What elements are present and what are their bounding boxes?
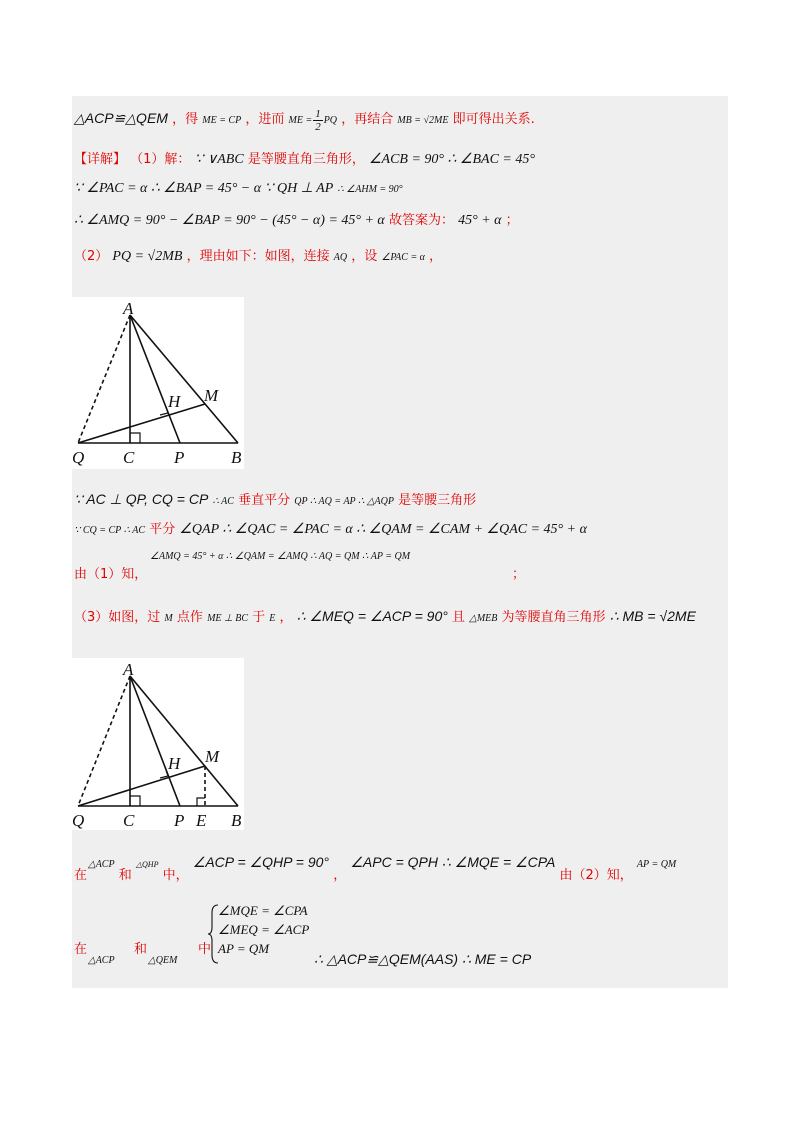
- eq-me-cp: ME = CP: [202, 115, 242, 126]
- label-e: E: [196, 811, 207, 830]
- line-ap: [130, 315, 180, 443]
- line-10: △ACP 和 △QHP 中， ∠ACP = ∠QHP = 90° ， ∠APC = QPH ∴ ∠MQE = ∠CPA 由（2）知， AP = QM: [88, 854, 677, 883]
- right-angle-h: [160, 407, 168, 415]
- fraction-one-half: $\frac{1}{2}$: [315, 108, 321, 134]
- line-6: ∵ AC ⊥ QP, CQ = CP ∴ AC 垂直平分 QP ∴ AQ = AP ∴ △AQP 是等腰三角形: [74, 491, 477, 508]
- right-angle-c: [130, 796, 140, 806]
- system-equations: ∠MQE = ∠CPA ∠MEQ = ∠ACP AP = QM: [218, 903, 310, 956]
- label-c: C: [123, 448, 135, 467]
- label-q: Q: [72, 811, 85, 830]
- line-ab: [130, 315, 238, 443]
- line-2: 【详解】 （1）解： ∵ ∨ABC 是等腰直角三角形， ∠ACB = 90° ∴ ∠BAC = 45°: [74, 152, 535, 167]
- line-1: △ACP≌△QEM ，得 ME = CP ，进而 ME = $\frac{1}{2}$ PQ ，再结合 MB = √2ME 即可得出关系.: [74, 108, 535, 134]
- label-m: M: [204, 386, 219, 405]
- line-10-prefix: 在: [74, 868, 88, 883]
- label-h: H: [168, 754, 181, 773]
- eq-me-half-pq: ME = $\frac{1}{2}$ PQ: [288, 108, 338, 134]
- label-b: B: [231, 448, 242, 467]
- label-h: H: [168, 392, 181, 411]
- answer-1: 45° + α: [458, 213, 502, 228]
- line-11-conclusion: ∴ △ACP≌△QEM(AAS) ∴ ME = CP: [314, 951, 532, 967]
- line-aq-dashed: [78, 315, 130, 443]
- right-angle-h: [160, 770, 168, 778]
- line-11-prefix: 在: [74, 942, 88, 957]
- figure-1: [72, 297, 244, 469]
- right-angle-c: [130, 433, 140, 443]
- line-11-acp: △ACP: [88, 955, 115, 966]
- label-a: A: [123, 660, 134, 679]
- label-c: C: [123, 811, 135, 830]
- detail-heading: 【详解】: [74, 152, 127, 167]
- line-9: （3）如图，过 M 点作 ME ⊥ BC 于 E ， ∴ ∠MEQ = ∠ACP = 90° 且 △MEB 为等腰直角三角形 ∴ MB = √2ME: [74, 608, 696, 625]
- triangle-diagram-2: [72, 658, 244, 830]
- line-5: （2） PQ = √2MB ，理由如下：如图，连接 AQ ，设 ∠PAC = α ，: [74, 249, 443, 264]
- eq-mb-root2-me: MB = √2ME: [397, 115, 449, 126]
- triangle-diagram-1: [72, 297, 244, 469]
- line-4: ∴ ∠AMQ = 90° − ∠BAP = 90° − (45° − α) = 45° + α 故答案为： 45° + α ；: [74, 213, 519, 228]
- line-8-formula: ∠AMQ = 45° + α ∴ ∠QAM = ∠AMQ ∴ AQ = QM ∴ AP = QM: [150, 551, 411, 562]
- line-qm: [78, 404, 205, 443]
- line-11-in: 中: [198, 942, 212, 957]
- line-11-and: 和: [134, 942, 148, 957]
- label-m: M: [205, 747, 220, 766]
- line-8-end: ；: [512, 567, 526, 582]
- line-8: 由（1）知，: [74, 567, 148, 582]
- figure-2: [72, 658, 244, 830]
- label-p: P: [174, 811, 185, 830]
- line-3: ∵ ∠PAC = α ∴ ∠BAP = 45° − α ∵ QH ⊥ AP ∴ ∠AHM = 90°: [74, 181, 403, 196]
- line-qm: [78, 766, 205, 806]
- line-aq-dashed: [78, 676, 130, 806]
- label-p: P: [174, 448, 185, 467]
- right-angle-e: [197, 798, 205, 806]
- congruence-acp-qem: △ACP≌△QEM: [74, 110, 168, 126]
- label-b: B: [231, 811, 242, 830]
- line-11-qem: △QEM: [148, 955, 178, 966]
- label-q: Q: [72, 448, 85, 467]
- line-ab: [130, 676, 238, 806]
- label-a: A: [123, 299, 134, 318]
- line-7: ∵ CQ = CP ∴ AC 平分 ∠QAP ∴ ∠QAC = ∠PAC = α ∴ ∠QAM = ∠CAM + ∠QAC = 45° + α: [74, 522, 587, 537]
